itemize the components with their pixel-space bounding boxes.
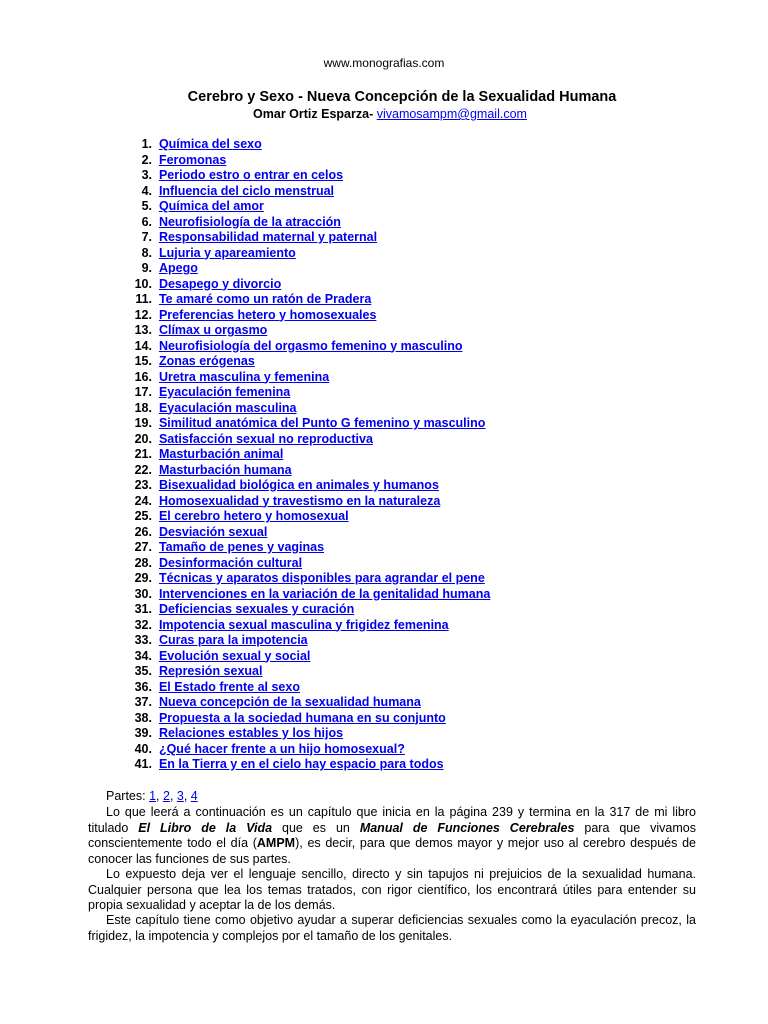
objective-paragraph [88,913,696,944]
toc-number: 21. [134,447,152,461]
toc-item [128,339,490,355]
toc-item [128,199,490,215]
objective-text: Este capítulo tiene como objetivo ayudar a superar deficiencias sexuales como la eyaculación precoz, la frigidez, la impotencia y complejos por el tamaño de los genitales. [88,913,696,943]
toc-item [128,432,490,448]
toc-link[interactable]: Feromonas [158,152,227,167]
language-text: Lo expuesto deja ver el lenguaje sencillo, directo y sin tapujos ni prejuicios de la sexualidad humana. Cualquier persona que lea los temas tratados, con rigor científico, los encontrará útiles para entender su propia sexualidad y aceptar la de los demás. [88,867,696,912]
toc-link[interactable]: Bisexualidad biológica en animales y humanos [158,478,439,492]
toc-item [128,711,490,727]
toc-number: 3. [141,168,152,182]
toc-item [128,602,490,618]
toc-item [128,230,490,246]
toc-link[interactable]: El Estado frente al sexo [158,679,300,694]
toc-item [128,292,490,308]
toc-number: 41. [134,757,152,771]
toc-link[interactable]: Intervenciones en la variación de la genitalidad humana [158,586,491,601]
toc-item [128,463,490,479]
toc-link[interactable]: Responsabilidad maternal y paternal [158,230,378,244]
toc-item [128,215,490,231]
toc-link[interactable]: ¿Qué hacer frente a un hijo homosexual? [158,741,405,756]
toc-item [128,494,490,510]
toc-link[interactable]: Represión sexual [158,664,263,678]
toc-link[interactable]: Clímax u orgasmo [158,323,268,337]
toc-item [128,742,490,758]
toc-item [128,168,490,184]
toc-link[interactable]: Desinformación cultural [158,555,303,570]
author-line [0,107,768,121]
toc-link[interactable]: Desviación sexual [158,524,268,539]
parte-link-1[interactable]: 1 [149,789,157,803]
toc-number: 15. [134,354,152,368]
toc-item [128,664,490,680]
partes-separator: , [183,789,191,803]
table-of-contents [128,137,490,773]
toc-number: 31. [134,602,152,616]
partes-separator: , [156,789,163,803]
author-email-link[interactable]: vivamosampm@gmail.com [376,107,527,121]
toc-item [128,261,490,277]
document-title: Cerebro y Sexo - Nueva Concepción de la Sexualidad Humana [187,89,617,105]
toc-link[interactable]: Nueva concepción de la sexualidad humana [158,695,421,709]
toc-number: 19. [134,416,152,430]
toc-number: 13. [134,323,152,337]
toc-number: 39. [134,726,152,740]
toc-number: 9. [141,261,152,275]
toc-link[interactable]: Zonas erógenas [158,354,255,368]
toc-item [128,354,490,370]
partes-nav [106,789,198,805]
toc-link[interactable]: Eyaculación femenina [158,385,291,399]
toc-number: 10. [134,276,152,291]
toc-link[interactable]: Masturbación humana [158,462,292,477]
toc-link[interactable]: Uretra masculina y femenina [158,369,330,384]
toc-link[interactable]: Te amaré como un ratón de Pradera [158,292,372,306]
toc-number: 14. [134,338,152,353]
toc-link[interactable]: Periodo estro o entrar en celos [158,168,344,182]
toc-item [128,447,490,463]
toc-item [128,153,490,169]
toc-number: 8. [141,245,152,260]
toc-link[interactable]: Química del amor [158,199,264,213]
toc-item [128,540,490,556]
toc-number: 23. [134,478,152,492]
toc-item [128,556,490,572]
toc-number: 2. [141,152,152,167]
toc-link[interactable]: Masturbación animal [158,447,284,461]
toc-item [128,416,490,432]
intro-paragraph [88,805,696,867]
toc-item [128,695,490,711]
toc-link[interactable]: En la Tierra y en el cielo hay espacio para todos [158,757,444,771]
toc-number: 36. [134,679,152,694]
toc-link[interactable]: Curas para la impotencia [158,633,308,647]
toc-item [128,308,490,324]
intro-text: que es un [272,820,360,835]
toc-item [128,618,490,634]
intro-text: Lo que leerá a continuación es un capítulo que inicia en la página 239 y termina en la 317 de mi libro titulado [88,805,696,835]
toc-item [128,323,490,339]
toc-number: 18. [134,400,152,415]
toc-link[interactable]: Influencia del ciclo menstrual [158,183,335,198]
toc-link[interactable]: Propuesta a la sociedad humana en su conjunto [158,710,446,725]
toc-number: 35. [134,664,152,678]
toc-number: 16. [134,369,152,384]
toc-number: 17. [134,385,152,399]
author-name: Omar Ortiz Esparza- [253,107,374,121]
manual-title: Manual de Funciones Cerebrales [359,820,575,835]
toc-number: 37. [134,695,152,709]
toc-number: 38. [134,710,152,725]
site-header: www.monografias.com [323,56,445,70]
toc-number: 7. [141,230,152,244]
toc-link[interactable]: Química del sexo [158,137,262,151]
toc-item [128,370,490,386]
book-title: El Libro de la Vida [138,820,273,835]
toc-link[interactable]: Neurofisiología de la atracción [158,214,341,229]
toc-number: 24. [134,493,152,508]
parte-link-2[interactable]: 2 [162,789,170,803]
partes-separator: , [169,789,177,803]
toc-number: 26. [134,524,152,539]
toc-item [128,587,490,603]
language-paragraph [88,867,696,914]
toc-link[interactable]: Homosexualidad y travestismo en la naturaleza [158,493,441,508]
toc-number: 29. [134,571,152,585]
toc-link[interactable]: Similitud anatómica del Punto G femenino y masculino [158,416,486,430]
toc-number: 22. [134,462,152,477]
toc-link[interactable]: Tamaño de penes y vaginas [158,540,325,554]
toc-link[interactable]: Lujuria y apareamiento [158,245,296,260]
toc-item [128,184,490,200]
toc-item [128,726,490,742]
toc-number: 27. [134,540,152,554]
toc-number: 25. [134,509,152,523]
toc-link[interactable]: Relaciones estables y los hijos [158,726,344,740]
partes-label: Partes: [106,789,150,803]
toc-item [128,509,490,525]
toc-number: 34. [134,648,152,663]
toc-item [128,633,490,649]
toc-link[interactable]: Apego [158,261,198,275]
toc-item [128,571,490,587]
toc-item [128,385,490,401]
parte-link-4[interactable]: 4 [190,789,198,803]
toc-link[interactable]: Impotencia sexual masculina y frigidez femenina [158,617,449,632]
toc-number: 1. [141,137,152,151]
toc-link[interactable]: Deficiencias sexuales y curación [158,602,355,616]
toc-number: 28. [134,555,152,570]
toc-item [128,478,490,494]
toc-number: 20. [134,431,152,446]
toc-link[interactable]: Evolución sexual y social [158,648,311,663]
toc-number: 40. [134,741,152,756]
toc-number: 5. [141,199,152,213]
toc-link[interactable]: Satisfacción sexual no reproductiva [158,431,373,446]
toc-number: 32. [134,617,152,632]
toc-link[interactable]: El cerebro hetero y homosexual [158,509,349,523]
toc-link[interactable]: Eyaculación masculina [158,400,297,415]
toc-item [128,525,490,541]
toc-item [128,277,490,293]
toc-item [128,680,490,696]
toc-item [128,649,490,665]
toc-item [128,246,490,262]
intro-text: para que vivamos conscientemente todo el día ( [88,820,696,850]
toc-item [128,137,490,153]
toc-number: 4. [141,183,152,198]
toc-number: 6. [141,214,152,229]
toc-link[interactable]: Neurofisiología del orgasmo femenino y masculino [158,338,463,353]
toc-link[interactable]: Desapego y divorcio [158,276,282,291]
ampm-acronym: AMPM [256,836,296,850]
intro-text: ), es decir, para que demos mayor y mejor uso al cerebro después de conocer las funciones de sus partes. [88,836,696,866]
parte-link-3[interactable]: 3 [176,789,184,803]
toc-link[interactable]: Técnicas y aparatos disponibles para agrandar el pene [158,571,485,585]
toc-item [128,757,490,773]
toc-number: 12. [134,307,152,322]
toc-number: 30. [134,586,152,601]
toc-link[interactable]: Preferencias hetero y homosexuales [158,307,377,322]
toc-item [128,401,490,417]
toc-number: 11. [135,292,152,306]
toc-number: 33. [134,633,152,647]
